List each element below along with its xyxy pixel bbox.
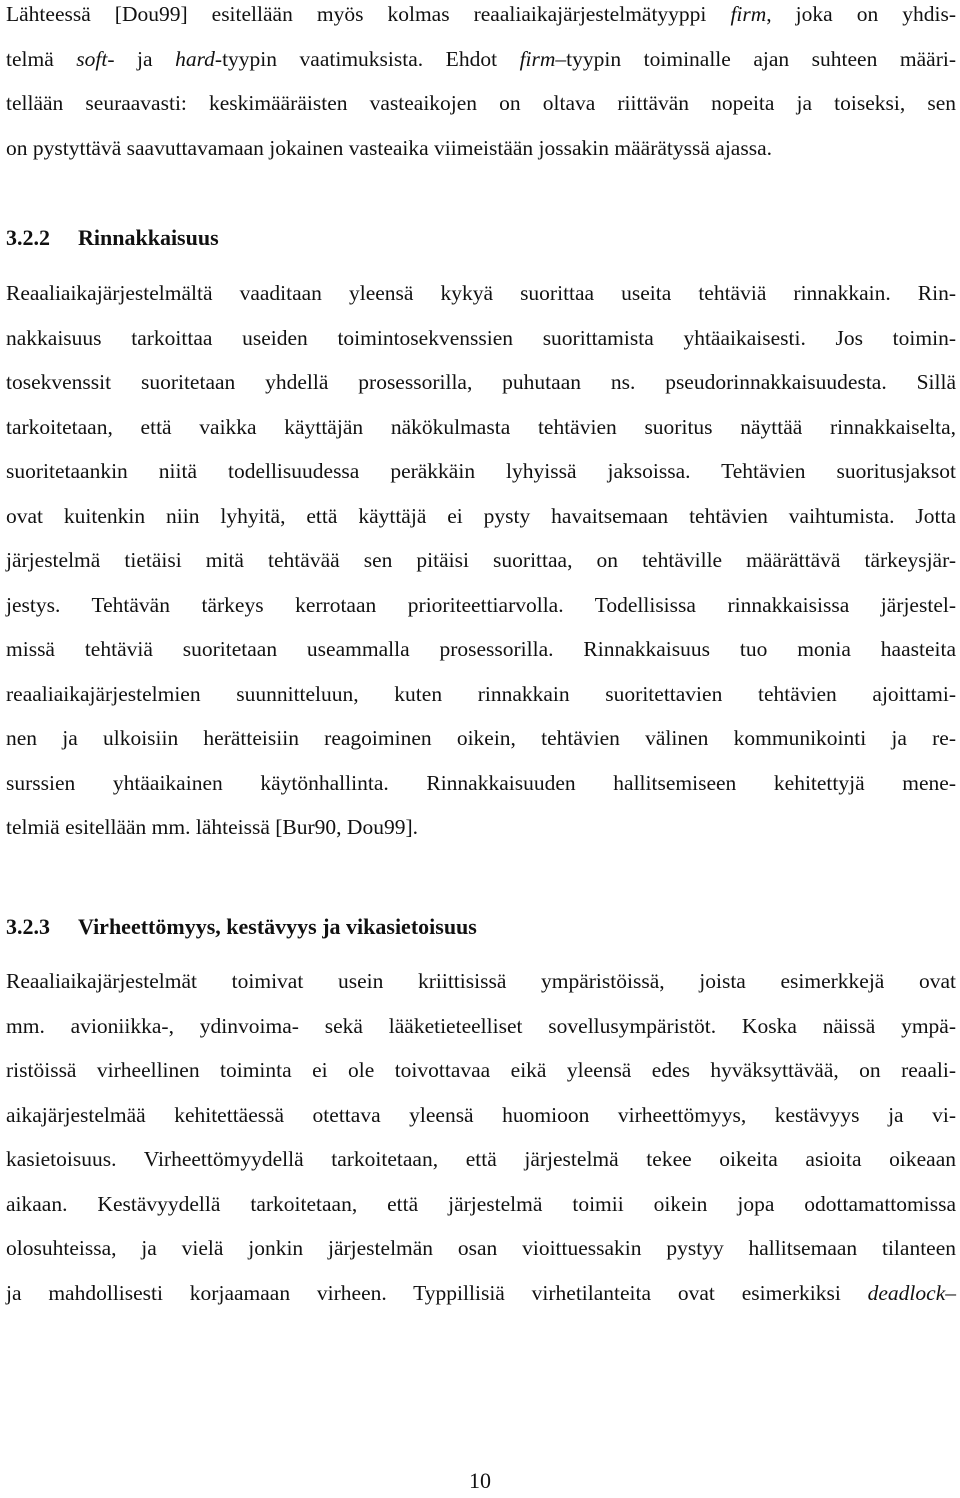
text-line: aikaan. Kestävyydellä tarkoitetaan, että järjestelmä toimii oikein jopa odottamattomissa xyxy=(6,1191,956,1216)
text-line: nen ja ulkoisiin herätteisiin reagoiminen oikein, tehtävien välinen kommunikointi ja re- xyxy=(6,726,956,750)
section-title: Rinnakkaisuus xyxy=(78,225,219,250)
virheettomyys-paragraph xyxy=(6,959,956,1315)
text-line: telmä soft- ja hard-tyypin vaatimuksista. Ehdot firm–tyypin toiminalle ajan suhteen määri- xyxy=(6,46,956,71)
text-line: nakkaisuus tarkoittaa useiden toimintosekvenssien suorittamista yhtäaikaisesti. Jos toimin- xyxy=(6,325,956,350)
page-number: 10 xyxy=(469,1468,491,1493)
text-line: surssien yhtäaikainen käytönhallinta. Rinnakkaisuuden hallitsemiseen kehitettyjä mene- xyxy=(6,770,956,795)
section-number: 3.2.3 xyxy=(6,914,50,939)
text-line: reaaliaikajärjestelmien suunnitteluun, kuten rinnakkain suoritettavien tehtävien ajoittami- xyxy=(6,681,956,706)
text-line: ovat kuitenkin niin lyhyitä, että käyttäjä ei pysty havaitsemaan tehtävien vaihtumista. Jotta xyxy=(6,503,956,528)
text-line: telmiä esitellään mm. lähteissä [Bur90, Dou99]. xyxy=(6,815,418,839)
text-line: Reaaliaikajärjestelmältä vaaditaan yleensä kykyä suorittaa useita tehtäviä rinnakkain. Rin- xyxy=(6,281,956,305)
section-heading-rinnakkaisuus xyxy=(6,225,219,251)
text-line: Lähteessä [Dou99] esitellään myös kolmas reaaliaikajärjestelmätyyppi firm, joka on yhdis- xyxy=(6,2,956,26)
section-heading-virheettomyys xyxy=(6,914,477,940)
text-line: järjestelmä tietäisi mitä tehtävää sen pitäisi suorittaa, on tehtäville määrättävä tärkeysjär- xyxy=(6,548,956,572)
text-line: tosekvenssit suoritetaan yhdellä prosessorilla, puhutaan ns. pseudorinnakkaisuudesta. Sillä xyxy=(6,370,956,394)
section-title: Virheettömyys, kestävyys ja vikasietoisuus xyxy=(78,914,477,939)
text-line: ja mahdollisesti korjaamaan virheen. Typpillisiä virhetilanteita ovat esimerkiksi deadlock– xyxy=(6,1280,956,1305)
text-line: aikajärjestelmää kehitettäessä otettava yleensä huomioon virheettömyys, kestävyys ja vi- xyxy=(6,1102,956,1127)
text-line: jestys. Tehtävän tärkeys kerrotaan prioriteettiarvolla. Todellisissa rinnakkaisissa järjestel- xyxy=(6,592,956,617)
text-line: missä tehtäviä suoritetaan useammalla prosessorilla. Rinnakkaisuus tuo monia haasteita xyxy=(6,637,956,661)
text-line: ristöissä virheellinen toiminta ei ole toivottavaa eikä yleensä edes hyväksyttävää, on reaali- xyxy=(6,1058,956,1082)
text-line: mm. avioniikka-, ydinvoima- sekä lääketieteelliset sovellusympäristöt. Koska näissä ympä- xyxy=(6,1013,956,1038)
text-line: on pystyttävä saavuttavamaan jokainen vasteaika viimeistään jossakin määrätyssä ajassa. xyxy=(6,135,772,160)
text-line: Reaaliaikajärjestelmät toimivat usein kriittisissä ympäristöissä, joista esimerkkejä ovat xyxy=(6,969,956,993)
intro-paragraph xyxy=(6,0,956,170)
text-line: kasietoisuus. Virheettömyydellä tarkoitetaan, että järjestelmä tekee oikeita asioita oikeaan xyxy=(6,1147,956,1171)
text-line: tellään seuraavasti: keskimääräisten vasteaikojen on oltava riittävän nopeita ja toiseksi, sen xyxy=(6,91,956,115)
text-line: suoritetaankin niitä todellisuudessa peräkkäin lyhyissä jaksoissa. Tehtävien suoritusjaksot xyxy=(6,459,956,483)
rinnakkaisuus-paragraph xyxy=(6,271,956,850)
section-number: 3.2.2 xyxy=(6,225,50,250)
text-line: olosuhteissa, ja vielä jonkin järjestelmän osan vioittuessakin pystyy hallitsemaan tilanteen xyxy=(6,1236,956,1260)
text-line: tarkoitetaan, että vaikka käyttäjän näkökulmasta tehtävien suoritus näyttää rinnakkaiselta, xyxy=(6,414,956,439)
